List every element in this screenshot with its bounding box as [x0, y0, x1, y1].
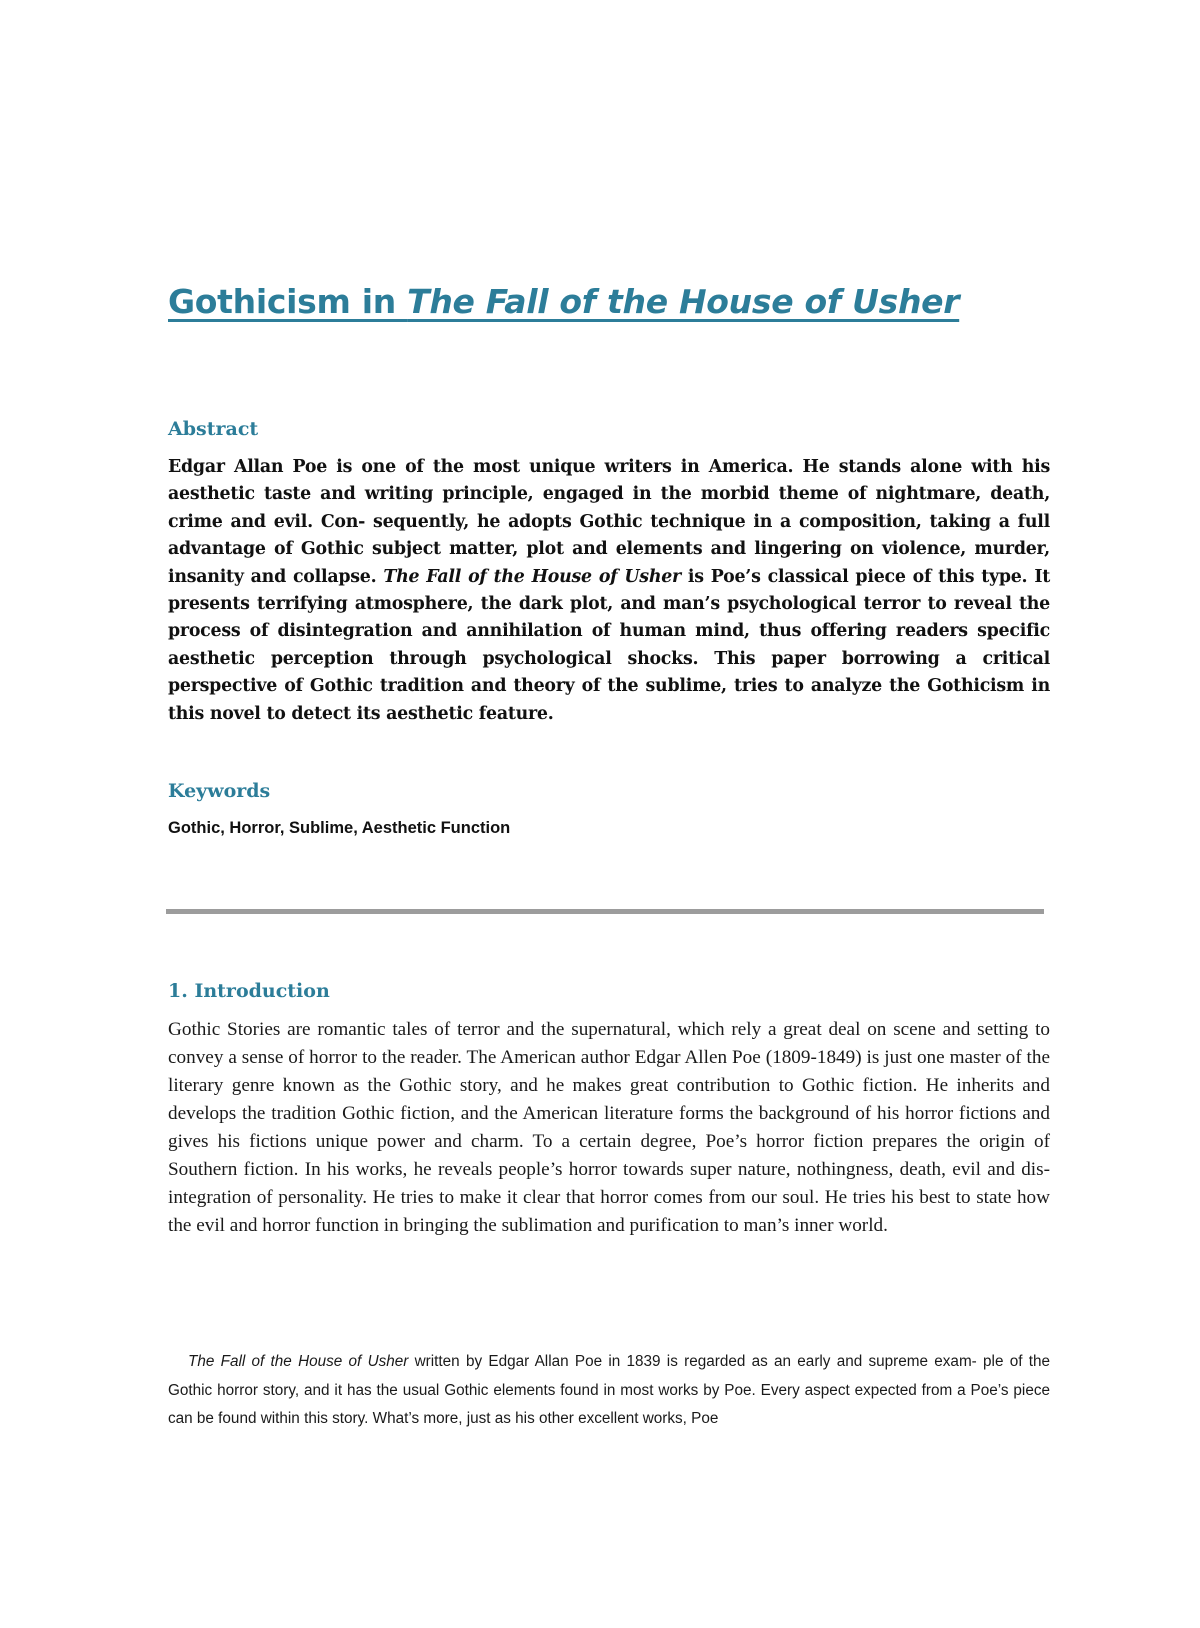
title-italic: The Fall of the House of Usher: [407, 282, 960, 321]
abstract-text-part1: Edgar Allan Poe is one of the most unique writers in America. He stands alone with his aesthetic taste and writing principle, engaged in the morbid theme of nightmare, death, crime and evil. Con- sequently, he adopts Gothic technique in a composition, taking a full advantage of Gothic subject matter, plot and elements and lingering on violence, murder, insanity and collapse.: [168, 457, 1050, 587]
introduction-paragraph-2: [168, 1348, 1050, 1434]
paper-title: [168, 278, 959, 326]
document-page: [168, 0, 1050, 1628]
abstract-text-part2: is Poe’s classical piece of this type. It presents terrifying atmosphere, the dark plot, and man’s psychological terror to reveal the process of disintegration and annihilation of human mind, thus offering readers specific aesthetic perception through psychological shocks. This paper borrowing a critical perspective of Gothic tradition and theory of the sublime, tries to analyze the Gothicism in this novel to detect its aesthetic feature.: [168, 566, 1050, 724]
abstract-text: [168, 454, 1050, 728]
keywords-heading: Keywords: [168, 780, 271, 802]
abstract-text-italic: The Fall of the House of Usher: [383, 566, 681, 587]
section-divider: [166, 909, 1044, 914]
title-prefix: Gothicism in: [168, 282, 408, 321]
introduction-heading: 1. Introduction: [168, 980, 330, 1002]
abstract-heading: Abstract: [168, 418, 259, 440]
keywords-text: Gothic, Horror, Sublime, Aesthetic Function: [168, 819, 511, 837]
introduction-paragraph-1: Gothic Stories are romantic tales of terror and the supernatural, which rely a great deal on scene and setting to convey a sense of horror to the reader. The American author Edgar Allen Poe (1809-1849) is just one master of the literary genre known as the Gothic story, and he makes great contribution to Gothic fiction. He inherits and develops the tradition Gothic fiction, and the American literature forms the background of his horror fictions and gives his fictions unique power and charm. To a certain degree, Poe’s horror fiction prepares the origin of Southern fiction. In his works, he reveals people’s horror towards super nature, nothingness, death, evil and dis-integration of personality. He tries to make it clear that horror comes from our soul. He tries his best to state how the evil and horror function in bringing the sublimation and purification to man’s inner world.: [168, 1019, 1050, 1236]
paragraph-2-italic: The Fall of the House of Usher: [188, 1353, 409, 1370]
paragraph-2-text: written by Edgar Allan Poe in 1839 is regarded as an early and supreme exam- ple of the Gothic horror story, and it has the usual Gothic elements found in most works by Poe. Every aspect expected from a Poe’s piece can be found within this story. What’s more, just as his other excellent works, Poe: [168, 1353, 1050, 1427]
